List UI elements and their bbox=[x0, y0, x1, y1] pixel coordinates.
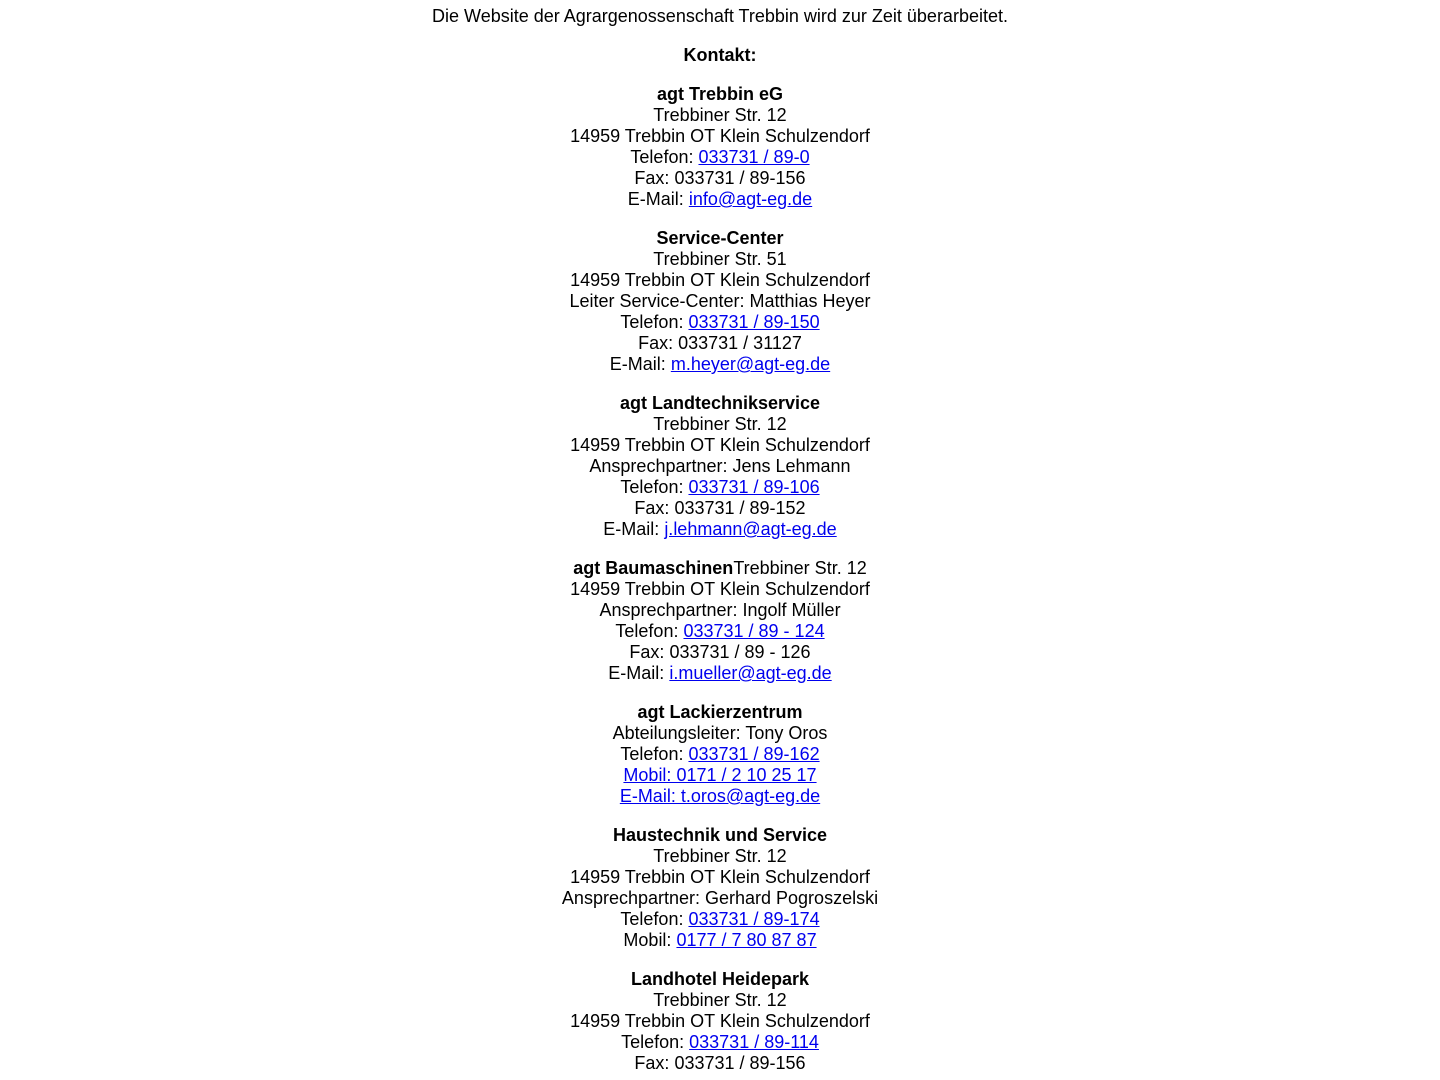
street-address: Trebbiner Str. 51 bbox=[653, 249, 787, 269]
spacer bbox=[0, 684, 1440, 702]
city-address: 14959 Trebbin OT Klein Schulzendorf bbox=[570, 1011, 870, 1031]
email-label: E-Mail: bbox=[603, 519, 660, 539]
phone-label: Telefon: bbox=[630, 147, 694, 167]
maintenance-notice: Die Website der Agrargenossenschaft Trebbin wird zur Zeit überarbeitet. bbox=[432, 6, 1008, 26]
fax-line bbox=[0, 642, 1440, 663]
mobile-link[interactable]: 0177 / 7 80 87 87 bbox=[676, 930, 817, 950]
mobile-label: Mobil: bbox=[623, 930, 672, 950]
contact-block-service-center bbox=[0, 228, 1440, 375]
email-line bbox=[0, 189, 1440, 210]
email-link[interactable]: j.lehmann@agt-eg.de bbox=[664, 519, 837, 539]
phone-label: Telefon: bbox=[615, 621, 679, 641]
fax-label: Fax: bbox=[638, 333, 674, 353]
contact-person: Ansprechpartner: Jens Lehmann bbox=[589, 456, 851, 476]
phone-link[interactable]: 033731 / 89-114 bbox=[689, 1032, 819, 1052]
email-line bbox=[0, 354, 1440, 375]
contact-person: Leiter Service-Center: Matthias Heyer bbox=[569, 291, 871, 311]
street-address: Trebbiner Str. 12 bbox=[653, 105, 787, 125]
fax-label: Fax: bbox=[634, 498, 670, 518]
fax-line bbox=[0, 333, 1440, 354]
contact-person: Abteilungsleiter: Tony Oros bbox=[612, 723, 828, 743]
email-line bbox=[0, 519, 1440, 540]
section-title: agt Baumaschinen bbox=[573, 558, 734, 578]
email-link[interactable]: E-Mail: t.oros@agt-eg.de bbox=[619, 786, 821, 806]
section-title: agt Landtechnikservice bbox=[619, 393, 821, 413]
street-address: Trebbiner Str. 12 bbox=[653, 846, 787, 866]
phone-label: Telefon: bbox=[620, 909, 684, 929]
contact-block-haustechnik bbox=[0, 825, 1440, 951]
fax-label: Fax: bbox=[629, 642, 665, 662]
street-address: Trebbiner Str. 12 bbox=[653, 414, 787, 434]
phone-link[interactable]: 033731 / 89-162 bbox=[688, 744, 820, 764]
phone-link[interactable]: 033731 / 89-106 bbox=[688, 477, 820, 497]
contact-block-agt-trebbin bbox=[0, 84, 1440, 210]
email-label: E-Mail: bbox=[627, 189, 684, 209]
email-line bbox=[0, 786, 1440, 807]
phone-line bbox=[0, 147, 1440, 168]
phone-line bbox=[0, 621, 1440, 642]
phone-label: Telefon: bbox=[620, 312, 684, 332]
spacer bbox=[0, 375, 1440, 393]
mobile-line bbox=[0, 930, 1440, 951]
fax-label: Fax: bbox=[634, 1053, 670, 1073]
contact-person: Ansprechpartner: Gerhard Pogroszelski bbox=[561, 888, 879, 908]
mobile-link[interactable]: Mobil: 0171 / 2 10 25 17 bbox=[623, 765, 817, 785]
phone-line bbox=[0, 744, 1440, 765]
spacer bbox=[0, 807, 1440, 825]
spacer bbox=[0, 66, 1440, 84]
phone-label: Telefon: bbox=[621, 1032, 685, 1052]
fax-value: 033731 / 89-156 bbox=[674, 168, 806, 188]
section-title: agt Lackierzentrum bbox=[637, 702, 803, 722]
spacer bbox=[0, 540, 1440, 558]
email-label: E-Mail: bbox=[609, 354, 666, 374]
mobile-line bbox=[0, 765, 1440, 786]
spacer bbox=[0, 951, 1440, 969]
phone-link[interactable]: 033731 / 89-150 bbox=[688, 312, 820, 332]
phone-label: Telefon: bbox=[620, 477, 684, 497]
fax-line bbox=[0, 498, 1440, 519]
section-title: Landhotel Heidepark bbox=[630, 969, 810, 989]
title-and-street-line bbox=[0, 558, 1440, 579]
phone-line bbox=[0, 909, 1440, 930]
email-line bbox=[0, 663, 1440, 684]
phone-line bbox=[0, 312, 1440, 333]
phone-link[interactable]: 033731 / 89-0 bbox=[698, 147, 810, 167]
section-title: Service-Center bbox=[656, 228, 784, 248]
phone-line bbox=[0, 477, 1440, 498]
email-link[interactable]: info@agt-eg.de bbox=[688, 189, 813, 209]
phone-link[interactable]: 033731 / 89-174 bbox=[688, 909, 820, 929]
phone-line bbox=[0, 1032, 1440, 1053]
fax-value: 033731 / 31127 bbox=[678, 333, 802, 353]
contact-block-landtechnikservice bbox=[0, 393, 1440, 540]
fax-line bbox=[0, 1053, 1440, 1074]
contact-person: Ansprechpartner: Ingolf Müller bbox=[599, 600, 841, 620]
fax-value: 033731 / 89-152 bbox=[674, 498, 806, 518]
city-address: 14959 Trebbin OT Klein Schulzendorf bbox=[570, 579, 870, 599]
fax-value: 033731 / 89-156 bbox=[674, 1053, 806, 1073]
contact-block-lackierzentrum bbox=[0, 702, 1440, 807]
city-address: 14959 Trebbin OT Klein Schulzendorf bbox=[570, 270, 870, 290]
contact-block-landhotel bbox=[0, 969, 1440, 1074]
street-address: Trebbiner Str. 12 bbox=[733, 558, 867, 578]
city-address: 14959 Trebbin OT Klein Schulzendorf bbox=[570, 867, 870, 887]
spacer bbox=[0, 27, 1440, 45]
email-link[interactable]: i.mueller@agt-eg.de bbox=[669, 663, 832, 683]
contact-heading: Kontakt: bbox=[683, 45, 757, 65]
street-address: Trebbiner Str. 12 bbox=[653, 990, 787, 1010]
fax-label: Fax: bbox=[634, 168, 670, 188]
section-title: agt Trebbin eG bbox=[656, 84, 784, 104]
phone-label: Telefon: bbox=[620, 744, 684, 764]
fax-value: 033731 / 89 - 126 bbox=[669, 642, 811, 662]
fax-line bbox=[0, 168, 1440, 189]
section-title: Haustechnik und Service bbox=[612, 825, 828, 845]
email-link[interactable]: m.heyer@agt-eg.de bbox=[670, 354, 831, 374]
phone-link[interactable]: 033731 / 89 - 124 bbox=[683, 621, 825, 641]
city-address: 14959 Trebbin OT Klein Schulzendorf bbox=[570, 435, 870, 455]
email-label: E-Mail: bbox=[608, 663, 665, 683]
city-address: 14959 Trebbin OT Klein Schulzendorf bbox=[570, 126, 870, 146]
contact-block-baumaschinen bbox=[0, 558, 1440, 684]
spacer bbox=[0, 210, 1440, 228]
